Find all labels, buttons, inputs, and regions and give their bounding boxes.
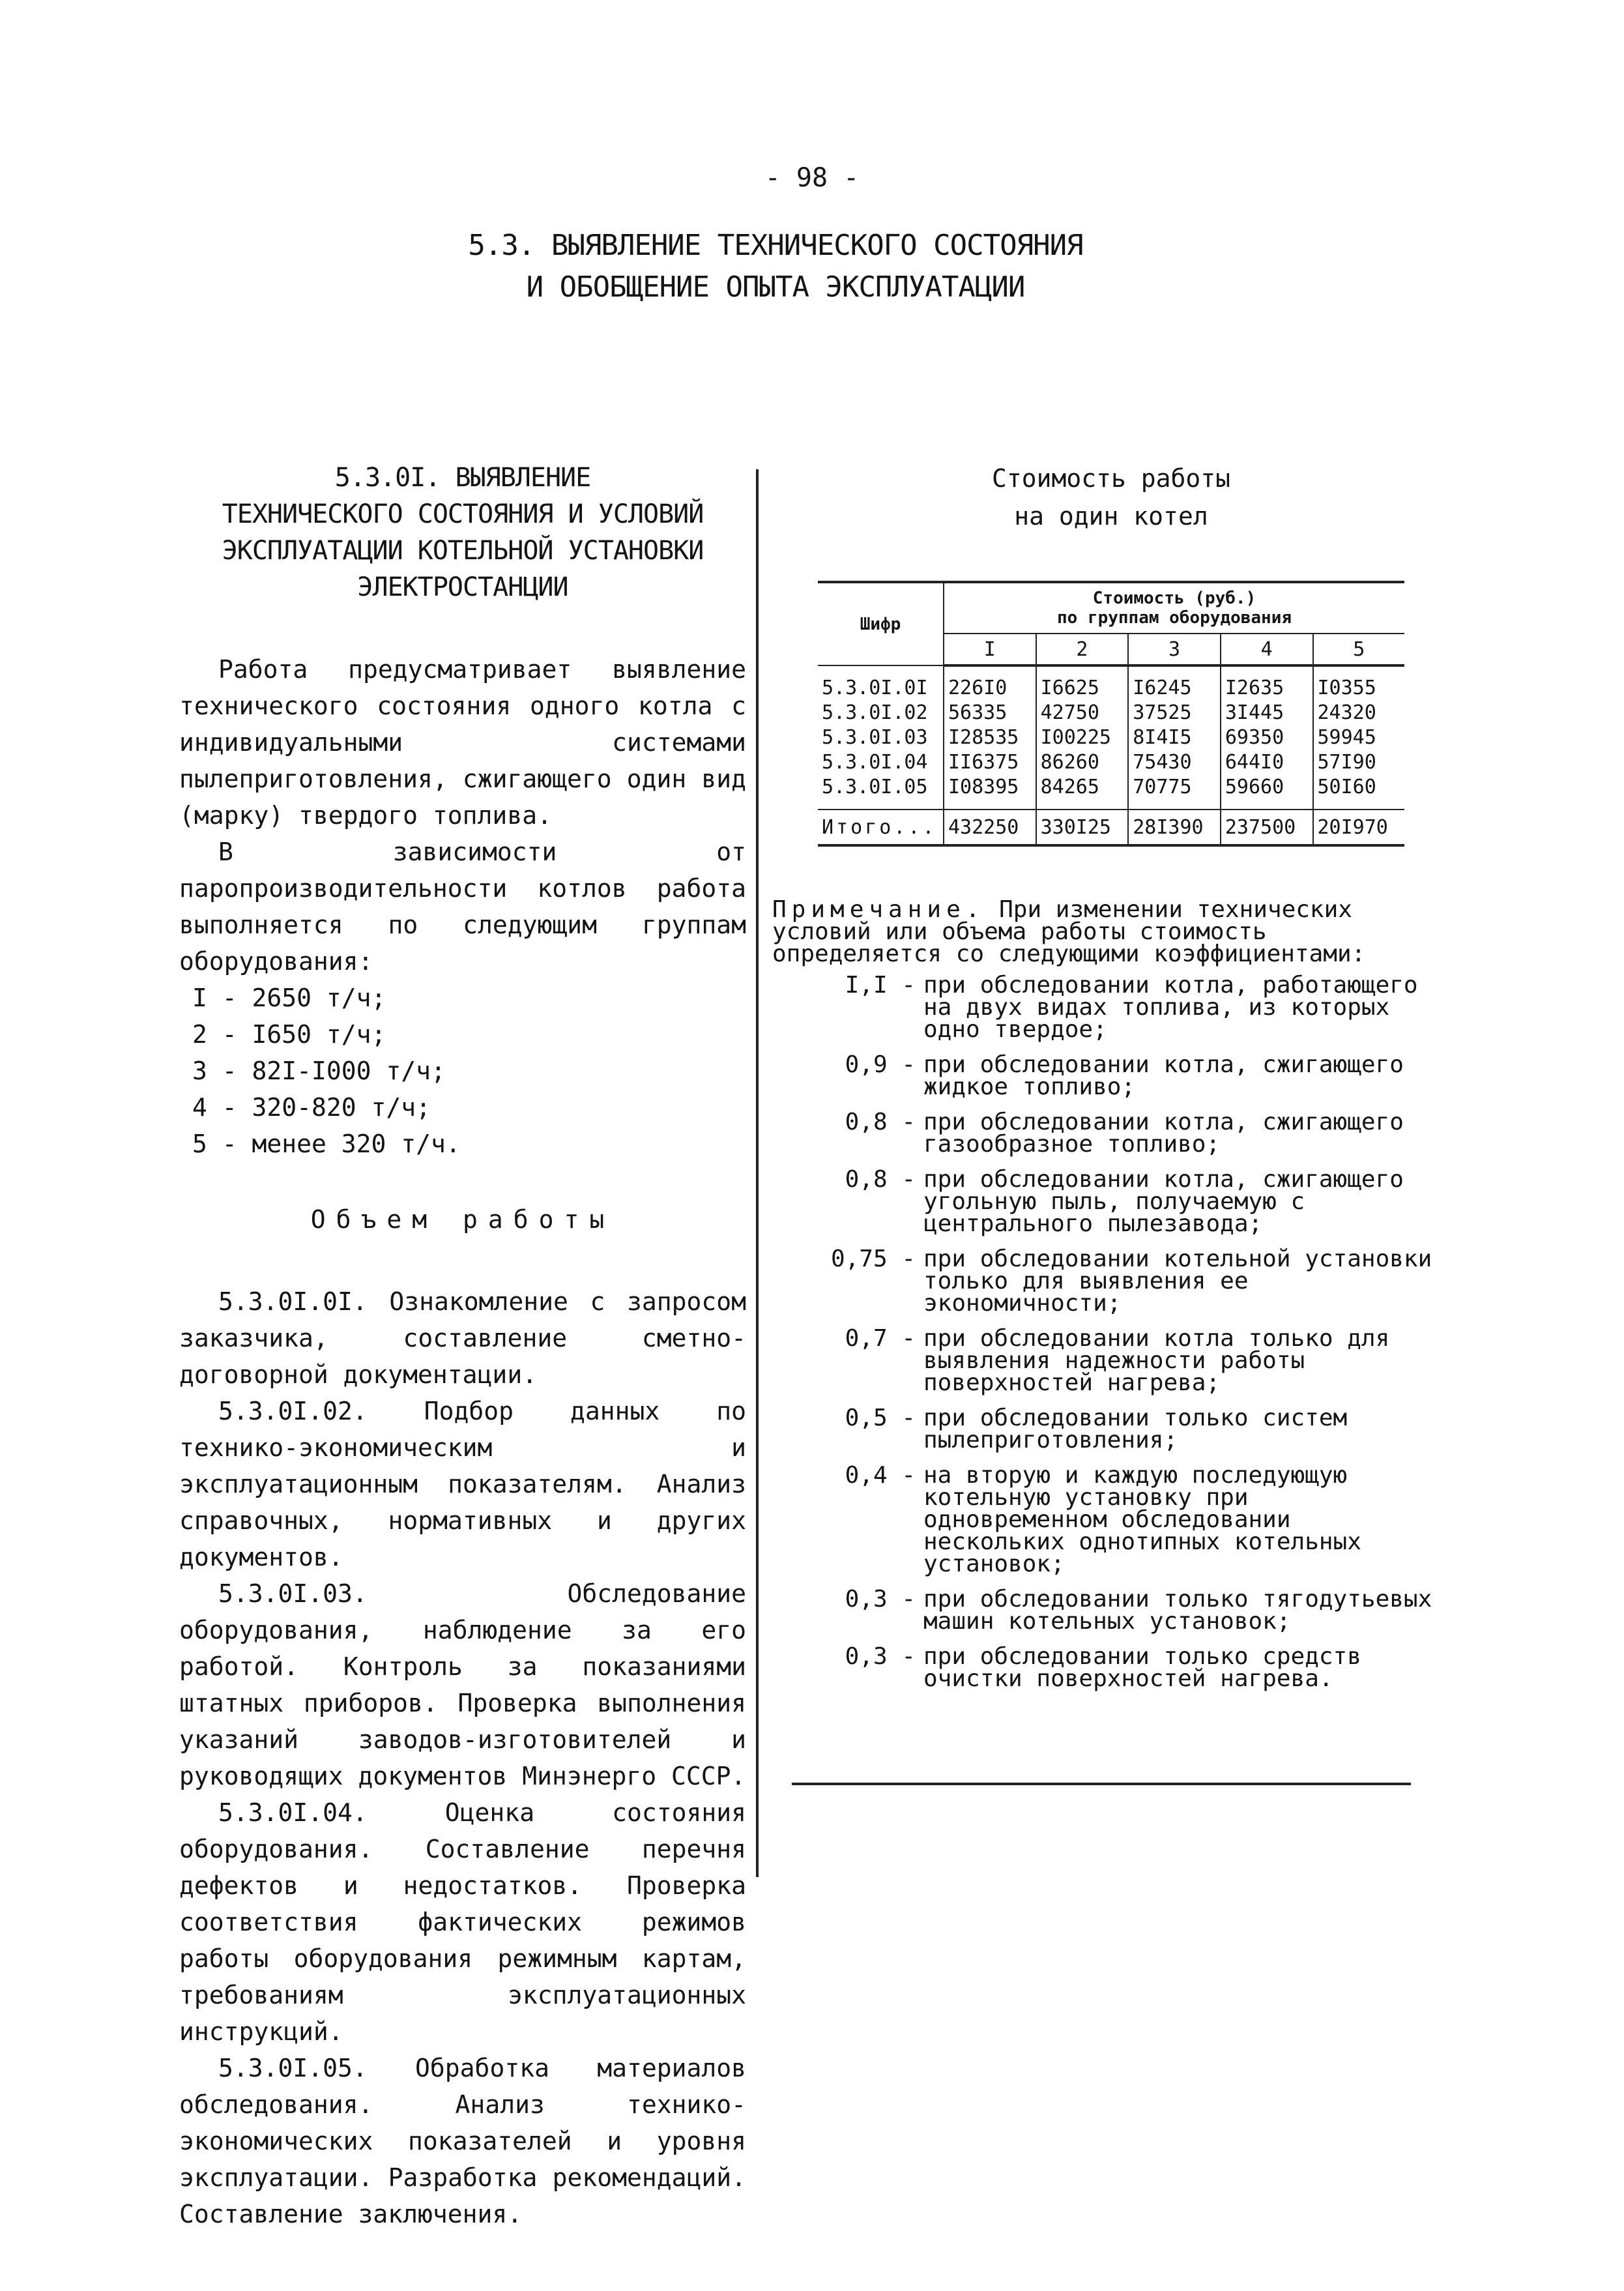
table-cell: 37525 bbox=[1128, 701, 1221, 725]
equipment-groups-list bbox=[192, 980, 746, 1162]
note-text: При изменении технических условий или объема работы стоимость определяется со следующими коэффициентами: bbox=[772, 896, 1366, 967]
note-intro bbox=[772, 896, 1437, 967]
table-header-group: 4 bbox=[1221, 634, 1313, 665]
table-cell: 59660 bbox=[1221, 775, 1313, 810]
coefficient-text: при обследовании котла, сжигающего жидкое топливо; bbox=[923, 1051, 1404, 1100]
column-divider bbox=[756, 469, 759, 1877]
coefficient-value: 0,3 - bbox=[845, 1586, 916, 1612]
coefficient-text: на вторую и каждую последующую котельную установку при одновременном обследовании нескольких однотипных котельных установок; bbox=[923, 1462, 1361, 1577]
section-title bbox=[179, 460, 746, 606]
intro-paragraph: Работа предусматривает выявление технического состояния одного котла с индивидуальными системами пылеприготовления, сжигающего один вид (марку) твердого топлива. bbox=[179, 655, 746, 830]
table-cell-code: 5.3.0I.0I bbox=[818, 665, 944, 701]
dependency-paragraph: В зависимости от паропроизводительности котлов работа выполняется по следующим группам оборудования: bbox=[179, 838, 746, 976]
scope-item: 5.3.0I.05. Обработка материалов обследования. Анализ технико-экономических показателей и уровня эксплуатации. Разработка рекомендаций. Составление заключения. bbox=[179, 2054, 746, 2228]
table-header-group: 2 bbox=[1036, 634, 1129, 665]
coefficient-value: 0,3 - bbox=[845, 1643, 916, 1670]
table-cell: I6245 bbox=[1128, 665, 1221, 701]
coefficient-text: при обследовании только тягодутьевых машин котельных установок; bbox=[923, 1586, 1432, 1635]
table-row bbox=[818, 725, 1404, 750]
cost-title-line: на один котел bbox=[1014, 502, 1208, 531]
scope-item: 5.3.0I.02. Подбор данных по технико-экономическим и эксплуатационным показателям. Анализ справочных, нормативных и других документов. bbox=[179, 1397, 746, 1571]
cost-title-line: Стоимость работы bbox=[991, 464, 1231, 493]
coefficient-item bbox=[785, 1462, 1437, 1577]
table-header-group: 3 bbox=[1128, 634, 1221, 665]
page-number: - 98 - bbox=[764, 163, 860, 193]
coefficient-value: 0,8 - bbox=[845, 1109, 916, 1135]
table-row bbox=[818, 665, 1404, 701]
section-title-line: ТЕХНИЧЕСКОГО СОСТОЯНИЯ И УСЛОВИЙ bbox=[222, 499, 704, 529]
table-cell: 84265 bbox=[1036, 775, 1129, 810]
section-end-rule bbox=[792, 1783, 1411, 1785]
table-total-cell: 432250 bbox=[944, 810, 1036, 845]
table-cell: I6625 bbox=[1036, 665, 1129, 701]
equipment-group-item: 4 - 320-820 т/ч; bbox=[192, 1093, 431, 1122]
coefficient-item bbox=[785, 1588, 1437, 1633]
table-cell: 59945 bbox=[1313, 725, 1405, 750]
coefficient-item bbox=[785, 1111, 1437, 1156]
equipment-group-item: 5 - менее 320 т/ч. bbox=[192, 1130, 461, 1158]
table-total-cell: 237500 bbox=[1221, 810, 1313, 845]
table-cell-code: 5.3.0I.04 bbox=[818, 750, 944, 775]
table-row bbox=[818, 701, 1404, 725]
coefficient-value: 0,7 - bbox=[845, 1325, 916, 1352]
chapter-title bbox=[0, 225, 1551, 308]
table-cell: 56335 bbox=[944, 701, 1036, 725]
right-column bbox=[772, 460, 1437, 1703]
coefficient-item bbox=[785, 1248, 1437, 1315]
table-total-cell: 20I970 bbox=[1313, 810, 1405, 845]
table-cell: I08395 bbox=[944, 775, 1036, 810]
coefficient-item bbox=[785, 1407, 1437, 1452]
table-cell: 3I445 bbox=[1221, 701, 1313, 725]
table-total-label: Итого... bbox=[818, 810, 944, 845]
equipment-group-item: 3 - 82I-I000 т/ч; bbox=[192, 1057, 446, 1085]
table-cell-code: 5.3.0I.05 bbox=[818, 775, 944, 810]
coefficient-text: при обследовании котла, сжигающего газообразное топливо; bbox=[923, 1109, 1404, 1158]
table-cell: I00225 bbox=[1036, 725, 1129, 750]
table-header-group: 5 bbox=[1313, 634, 1405, 665]
table-total-cell: 28I390 bbox=[1128, 810, 1221, 845]
table-cell: II6375 bbox=[944, 750, 1036, 775]
coefficient-item bbox=[785, 1325, 1437, 1396]
table-total-row bbox=[818, 810, 1404, 845]
table-cell: 8I4I5 bbox=[1128, 725, 1221, 750]
scope-heading: Объем работы bbox=[310, 1205, 615, 1234]
table-cell: 50I60 bbox=[1313, 775, 1405, 810]
coefficient-text: при обследовании котельной установки только для выявления ее экономичности; bbox=[923, 1246, 1432, 1317]
table-header-cost-line: Стоимость (руб.) bbox=[1092, 589, 1256, 608]
table-cell: I28535 bbox=[944, 725, 1036, 750]
scope-item: 5.3.0I.0I. Ознакомление с запросом заказчика, составление сметно-договорной документации. bbox=[179, 1287, 746, 1389]
table-cell: 70775 bbox=[1128, 775, 1221, 810]
left-column bbox=[179, 460, 746, 2232]
table-cell: 57I90 bbox=[1313, 750, 1405, 775]
scope-item: 5.3.0I.04. Оценка состояния оборудования. Составление перечня дефектов и недостатков. Проверка соответствия фактических режимов работы оборудования режимным картам, требованиям эксплуатационных инструкций. bbox=[179, 1798, 746, 2046]
table-header-group: I bbox=[944, 634, 1036, 665]
cost-title bbox=[785, 460, 1437, 535]
coefficient-value: 0,8 - bbox=[845, 1166, 916, 1193]
table-cell: 226I0 bbox=[944, 665, 1036, 701]
table-header-cost-line: по группам оборудования bbox=[1056, 608, 1292, 628]
coefficient-value: 0,75 - bbox=[830, 1246, 916, 1272]
equipment-group-item: I - 2650 т/ч; bbox=[192, 984, 386, 1012]
table-total-cell: 330I25 bbox=[1036, 810, 1129, 845]
table-cell-code: 5.3.0I.03 bbox=[818, 725, 944, 750]
coefficient-item bbox=[785, 1166, 1437, 1237]
equipment-group-item: 2 - I650 т/ч; bbox=[192, 1020, 386, 1049]
scope-item: 5.3.0I.03. Обследование оборудования, наблюдение за его работой. Контроль за показаниями штатных приборов. Проверка выполнения указаний заводов-изготовителей и руководящих документов Минэнерго СССР. bbox=[179, 1579, 746, 1790]
table-row bbox=[818, 775, 1404, 810]
table-row bbox=[818, 750, 1404, 775]
coefficient-text: при обследовании только средств очистки поверхностей нагрева. bbox=[923, 1643, 1361, 1692]
section-title-line: ЭЛЕКТРОСТАНЦИИ bbox=[357, 572, 568, 602]
table-cell: 42750 bbox=[1036, 701, 1129, 725]
table-cell: 86260 bbox=[1036, 750, 1129, 775]
note-block bbox=[772, 896, 1437, 1692]
coefficient-item bbox=[785, 1643, 1437, 1692]
coefficient-value: 0,4 - bbox=[845, 1462, 916, 1489]
coefficient-item bbox=[785, 974, 1437, 1041]
note-head: Примечание. bbox=[772, 896, 985, 923]
table-header-code: Шифр bbox=[818, 582, 944, 665]
table-cell: I0355 bbox=[1313, 665, 1405, 701]
chapter-title-line: И ОБОБЩЕНИЕ ОПЫТА ЭКСПЛУАТАЦИИ bbox=[526, 270, 1025, 304]
table-cell: I2635 bbox=[1221, 665, 1313, 701]
table-header-cost bbox=[944, 582, 1404, 634]
coefficient-value: 0,5 - bbox=[845, 1405, 916, 1431]
table-cell: 69350 bbox=[1221, 725, 1313, 750]
coefficient-text: при обследовании котла, работающего на двух видах топлива, из которых одно твердое; bbox=[923, 972, 1418, 1043]
table-cell: 644I0 bbox=[1221, 750, 1313, 775]
cost-table bbox=[818, 581, 1404, 847]
section-title-line: ЭКСПЛУАТАЦИИ КОТЕЛЬНОЙ УСТАНОВКИ bbox=[222, 536, 704, 566]
coefficient-text: при обследовании котла только для выявления надежности работы поверхностей нагрева; bbox=[923, 1325, 1390, 1396]
coefficient-list bbox=[785, 974, 1437, 1690]
table-cell: 24320 bbox=[1313, 701, 1405, 725]
section-title-line: 5.3.0I. ВЫЯВЛЕНИЕ bbox=[334, 463, 591, 493]
table-cell: 75430 bbox=[1128, 750, 1221, 775]
chapter-title-line: 5.3. ВЫЯВЛЕНИЕ ТЕХНИЧЕСКОГО СОСТОЯНИЯ bbox=[468, 229, 1083, 262]
table-cell-code: 5.3.0I.02 bbox=[818, 701, 944, 725]
coefficient-value: I,I - bbox=[845, 972, 916, 999]
coefficient-item bbox=[785, 1051, 1437, 1100]
coefficient-value: 0,9 - bbox=[845, 1051, 916, 1078]
coefficient-text: при обследовании только систем пылеприготовления; bbox=[923, 1405, 1348, 1453]
coefficient-text: при обследовании котла, сжигающего угольную пыль, получаемую с центрального пылезавода; bbox=[923, 1166, 1404, 1237]
